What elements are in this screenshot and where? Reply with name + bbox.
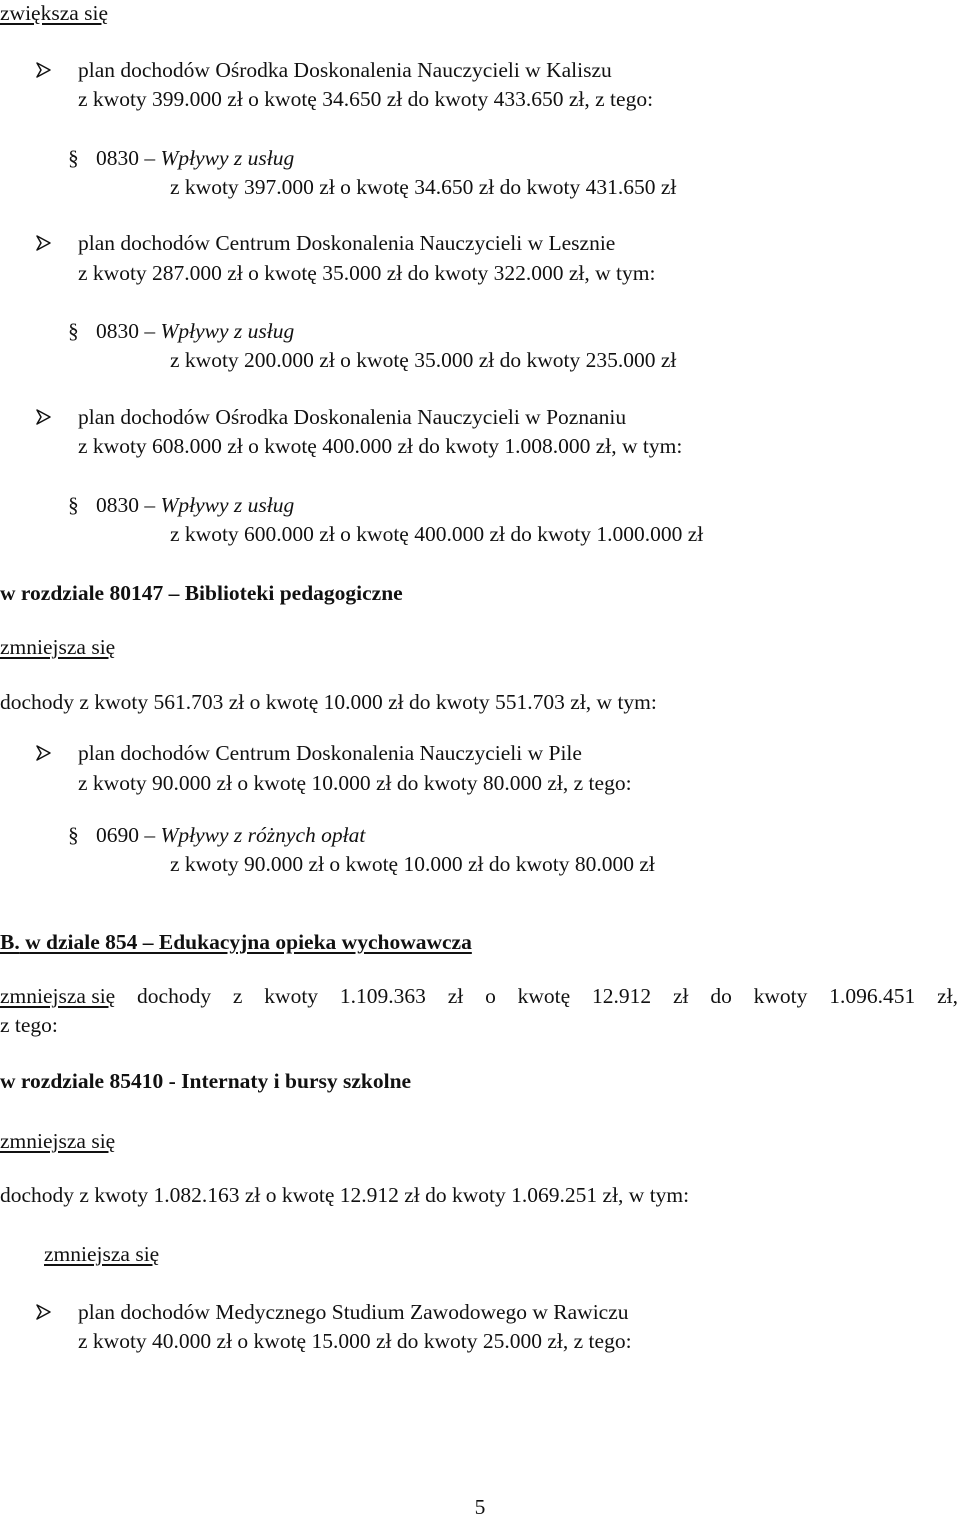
- category-code: 0830 –: [96, 319, 161, 343]
- item-amount: z kwoty 399.000 zł o kwotę 34.650 zł do kwoty 433.650 zł, z tego:: [78, 87, 654, 111]
- arrow-bullet-icon: [34, 407, 54, 427]
- chapter-summary: dochody z kwoty 1.082.163 zł o kwotę 12.912 zł do kwoty 1.069.251 zł, w tym:: [0, 1183, 690, 1207]
- summary-word: zł,: [937, 984, 958, 1008]
- category-name: Wpływy z usług: [160, 493, 295, 517]
- paragraph-sign: §: [68, 493, 79, 517]
- division-prefix: B.: [0, 930, 20, 954]
- chapter-heading: w rozdziale 85410 - Internaty i bursy szkolne: [0, 1069, 412, 1093]
- item-amount: z kwoty 287.000 zł o kwotę 35.000 zł do kwoty 322.000 zł, w tym:: [78, 261, 656, 285]
- item-title: plan dochodów Medycznego Studium Zawodowego w Rawiczu: [78, 1300, 629, 1324]
- paragraph-sign: §: [68, 146, 79, 170]
- summary-word: zł: [447, 984, 464, 1008]
- category-amount: z kwoty 200.000 zł o kwotę 35.000 zł do kwoty 235.000 zł: [170, 348, 677, 372]
- category-name: Wpływy z usług: [160, 319, 295, 343]
- item-amount: z kwoty 90.000 zł o kwotę 10.000 zł do kwoty 80.000 zł, z tego:: [78, 771, 632, 795]
- summary-word: 1.096.451: [829, 984, 916, 1008]
- change-label-decrease: zmniejsza się: [0, 635, 116, 659]
- summary-word: do: [710, 984, 732, 1008]
- summary-word: kwoty: [753, 984, 808, 1008]
- item-title: plan dochodów Ośrodka Doskonalenia Nauczycieli w Kaliszu: [78, 58, 612, 82]
- division-title: w dziale 854 – Edukacyjna opieka wychowawcza: [19, 930, 472, 954]
- division-heading: [0, 929, 472, 955]
- category-code: 0830 –: [96, 146, 161, 170]
- arrow-bullet-icon: [34, 743, 54, 763]
- page-number: 5: [474, 1495, 486, 1519]
- item-title: plan dochodów Centrum Doskonalenia Nauczycieli w Pile: [78, 741, 582, 765]
- category-amount: z kwoty 90.000 zł o kwotę 10.000 zł do kwoty 80.000 zł: [170, 852, 655, 876]
- income-category: [96, 822, 365, 848]
- arrow-bullet-icon: [34, 233, 54, 253]
- change-label-decrease: zmniejsza się: [0, 984, 116, 1008]
- category-name: Wpływy z usług: [160, 146, 295, 170]
- category-code: 0690 –: [96, 823, 161, 847]
- summary-word: z: [232, 984, 243, 1008]
- category-code: 0830 –: [96, 493, 161, 517]
- category-name: Wpływy z różnych opłat: [160, 823, 366, 847]
- item-amount: z kwoty 608.000 zł o kwotę 400.000 zł do kwoty 1.008.000 zł, w tym:: [78, 434, 683, 458]
- summary-word: o: [485, 984, 496, 1008]
- item-title: plan dochodów Ośrodka Doskonalenia Nauczycieli w Poznaniu: [78, 405, 627, 429]
- category-amount: z kwoty 397.000 zł o kwotę 34.650 zł do kwoty 431.650 zł: [170, 175, 677, 199]
- arrow-bullet-icon: [34, 60, 54, 80]
- chapter-heading: w rozdziale 80147 – Biblioteki pedagogiczne: [0, 581, 403, 605]
- item-title: plan dochodów Centrum Doskonalenia Nauczycieli w Lesznie: [78, 231, 616, 255]
- arrow-bullet-icon: [34, 1302, 54, 1322]
- summary-word: zł: [672, 984, 689, 1008]
- income-category: [96, 318, 294, 344]
- division-summary-continuation: z tego:: [0, 1013, 58, 1037]
- paragraph-sign: §: [68, 823, 79, 847]
- chapter-summary: dochody z kwoty 561.703 zł o kwotę 10.000 zł do kwoty 551.703 zł, w tym:: [0, 690, 657, 714]
- division-summary: [0, 983, 958, 1009]
- summary-word: kwoty: [264, 984, 319, 1008]
- summary-word: dochody: [137, 984, 212, 1008]
- summary-word: 12.912: [592, 984, 652, 1008]
- change-label-decrease: zmniejsza się: [44, 1242, 160, 1266]
- change-label-decrease: zmniejsza się: [0, 1129, 116, 1153]
- category-amount: z kwoty 600.000 zł o kwotę 400.000 zł do kwoty 1.000.000 zł: [170, 522, 704, 546]
- section-heading-increase: zwiększa się: [0, 1, 109, 25]
- summary-word: kwotę: [517, 984, 571, 1008]
- item-amount: z kwoty 40.000 zł o kwotę 15.000 zł do kwoty 25.000 zł, z tego:: [78, 1329, 632, 1353]
- summary-word: 1.109.363: [339, 984, 426, 1008]
- income-category: [96, 492, 294, 518]
- paragraph-sign: §: [68, 319, 79, 343]
- income-category: [96, 145, 294, 171]
